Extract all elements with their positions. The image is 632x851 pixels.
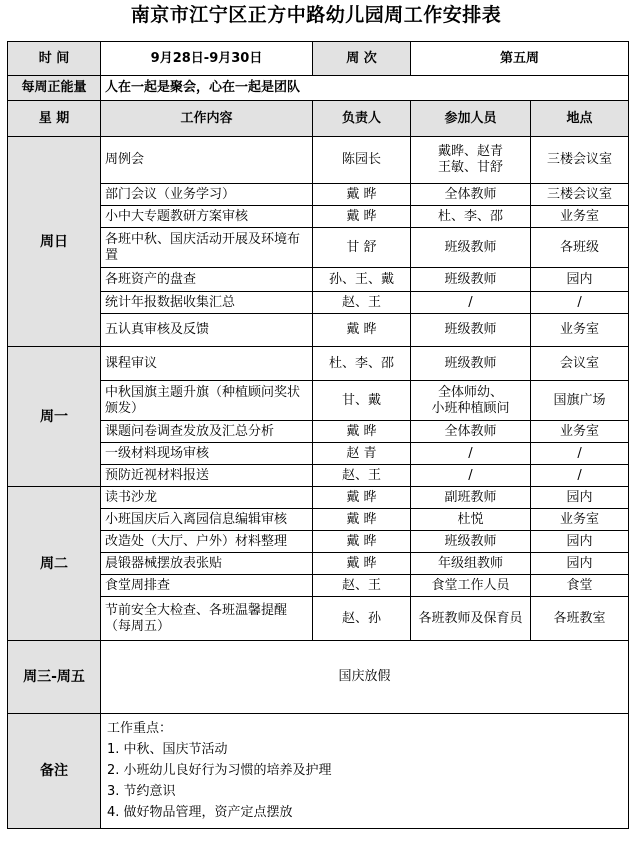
schedule-table bbox=[7, 41, 629, 829]
task-owner-text: 戴 晔 bbox=[346, 533, 377, 549]
task-participants bbox=[411, 137, 531, 184]
task-owner-text: 孙、王、戴 bbox=[328, 271, 394, 287]
task-owner bbox=[313, 206, 411, 228]
task-owner-text: 戴 晔 bbox=[346, 208, 377, 224]
task-content bbox=[101, 487, 313, 509]
task-participants-text: 班级教师 bbox=[444, 355, 497, 371]
task-location bbox=[531, 421, 629, 443]
task-row bbox=[8, 575, 629, 597]
task-content bbox=[101, 531, 313, 553]
task-owner-text: 赵 青 bbox=[346, 445, 377, 461]
task-participants bbox=[411, 292, 531, 314]
task-owner-text: 戴 晔 bbox=[346, 511, 377, 527]
task-participants bbox=[411, 509, 531, 531]
task-content-text: 部门会议（业务学习） bbox=[105, 186, 236, 202]
task-owner bbox=[313, 268, 411, 292]
task-owner bbox=[313, 575, 411, 597]
task-participants bbox=[411, 553, 531, 575]
task-owner bbox=[313, 347, 411, 381]
notes-heading: 工作重点： bbox=[107, 721, 173, 736]
task-row bbox=[8, 465, 629, 487]
task-content-text: 各班中秋、国庆活动开展及环境布置 bbox=[105, 231, 301, 263]
task-content bbox=[101, 206, 313, 228]
task-content-text: 各班资产的盘查 bbox=[105, 271, 197, 287]
task-content-text: 周例会 bbox=[105, 152, 145, 167]
task-owner bbox=[313, 421, 411, 443]
task-participants-text: 副班教师 bbox=[444, 489, 497, 505]
task-participants bbox=[411, 487, 531, 509]
task-owner bbox=[313, 184, 411, 206]
task-owner-text: 戴 晔 bbox=[346, 322, 377, 337]
task-participants-text: 班级教师 bbox=[444, 322, 497, 337]
task-owner bbox=[313, 531, 411, 553]
task-participants-text: 班级教师 bbox=[444, 239, 497, 255]
task-participants bbox=[411, 531, 531, 553]
task-owner-text: 戴 晔 bbox=[346, 423, 377, 439]
task-location-text: / bbox=[577, 294, 582, 310]
task-location-text: 业务室 bbox=[560, 423, 600, 439]
col-location: 地点 bbox=[531, 101, 629, 137]
task-location-text: 业务室 bbox=[560, 208, 600, 224]
holiday-label: 周三-周五 bbox=[8, 641, 101, 714]
task-location-text: 园内 bbox=[566, 533, 593, 549]
task-owner-text: 赵、孙 bbox=[341, 610, 381, 626]
task-participants-text: 杜悦 bbox=[457, 511, 484, 527]
task-participants-text: 各班教师及保育员 bbox=[418, 610, 523, 626]
task-participants bbox=[411, 381, 531, 421]
task-location-text: 业务室 bbox=[560, 322, 600, 337]
task-location bbox=[531, 509, 629, 531]
task-participants-text: 全体教师 bbox=[444, 423, 497, 439]
task-location bbox=[531, 184, 629, 206]
holiday-text: 国庆放假 bbox=[101, 641, 629, 714]
task-location-text: 园内 bbox=[566, 271, 593, 287]
task-row bbox=[8, 421, 629, 443]
task-row bbox=[8, 487, 629, 509]
notes-item: 2. 小班幼儿良好行为习惯的培养及护理 bbox=[107, 763, 332, 778]
task-participants-text: 班级教师 bbox=[444, 271, 497, 287]
task-row bbox=[8, 347, 629, 381]
task-location bbox=[531, 347, 629, 381]
task-content-text: 读书沙龙 bbox=[105, 489, 158, 505]
task-participants-text: / bbox=[468, 467, 473, 483]
task-owner-text: 杜、李、邵 bbox=[328, 355, 394, 371]
page-title: 南京市江宁区正方中路幼儿园周工作安排表 bbox=[130, 4, 502, 26]
task-content bbox=[101, 509, 313, 531]
task-location-text: / bbox=[577, 445, 582, 461]
task-row bbox=[8, 292, 629, 314]
task-content-text: 食堂周排查 bbox=[105, 577, 171, 593]
task-content-text: 改造处（大厅、户外）材料整理 bbox=[105, 533, 288, 549]
task-participants-text: 杜、李、邵 bbox=[437, 208, 503, 224]
week-value: 第五周 bbox=[411, 42, 629, 76]
task-row bbox=[8, 206, 629, 228]
task-content bbox=[101, 268, 313, 292]
task-participants bbox=[411, 575, 531, 597]
task-content bbox=[101, 184, 313, 206]
notes-item: 4. 做好物品管理，资产定点摆放 bbox=[107, 805, 293, 820]
task-location bbox=[531, 553, 629, 575]
task-participants bbox=[411, 465, 531, 487]
task-location-text: 各班教室 bbox=[553, 610, 606, 626]
task-owner-text: 戴 晔 bbox=[346, 186, 377, 202]
task-owner-text: 赵、王 bbox=[341, 577, 381, 593]
col-owner: 负责人 bbox=[313, 101, 411, 137]
notes-content bbox=[101, 714, 629, 829]
task-owner bbox=[313, 465, 411, 487]
task-location bbox=[531, 465, 629, 487]
task-content-text: 晨锻器械摆放表张贴 bbox=[105, 555, 223, 571]
task-location-text: 三楼会议室 bbox=[547, 186, 613, 202]
task-content-text: 中秋国旗主题升旗（种植顾问奖状颁发） bbox=[105, 384, 301, 416]
task-row bbox=[8, 268, 629, 292]
task-owner bbox=[313, 509, 411, 531]
task-owner bbox=[313, 228, 411, 268]
notes-label: 备注 bbox=[8, 714, 101, 829]
task-location bbox=[531, 292, 629, 314]
task-participants bbox=[411, 443, 531, 465]
task-participants-text: 年级组教师 bbox=[437, 555, 503, 571]
task-content bbox=[101, 347, 313, 381]
task-row bbox=[8, 184, 629, 206]
task-participants bbox=[411, 347, 531, 381]
task-owner bbox=[313, 443, 411, 465]
task-participants bbox=[411, 184, 531, 206]
task-location bbox=[531, 531, 629, 553]
task-participants bbox=[411, 597, 531, 641]
week-label: 周 次 bbox=[313, 42, 411, 76]
task-participants-text: / bbox=[468, 445, 473, 461]
task-location-text: / bbox=[577, 467, 582, 483]
task-location-text: 各班级 bbox=[560, 239, 600, 255]
task-participants-text: 班级教师 bbox=[444, 533, 497, 549]
task-owner-text: 戴 晔 bbox=[346, 489, 377, 505]
task-owner bbox=[313, 597, 411, 641]
task-participants-text: 全体教师 bbox=[444, 186, 497, 202]
task-location-text: 园内 bbox=[566, 489, 593, 505]
day-label: 周日 bbox=[8, 137, 101, 347]
task-location bbox=[531, 487, 629, 509]
task-row bbox=[8, 381, 629, 421]
task-location bbox=[531, 597, 629, 641]
task-content-text: 一级材料现场审核 bbox=[105, 445, 210, 461]
task-owner-text: 戴 晔 bbox=[346, 555, 377, 571]
task-location bbox=[531, 443, 629, 465]
task-owner bbox=[313, 292, 411, 314]
task-content bbox=[101, 597, 313, 641]
task-row bbox=[8, 553, 629, 575]
task-participants bbox=[411, 228, 531, 268]
task-location-text: 国旗广场 bbox=[553, 392, 606, 408]
notes-row bbox=[8, 714, 629, 829]
energy-row bbox=[8, 76, 629, 101]
task-content-text: 统计年报数据收集汇总 bbox=[105, 294, 236, 310]
task-content bbox=[101, 575, 313, 597]
task-row bbox=[8, 509, 629, 531]
task-row bbox=[8, 228, 629, 268]
task-location bbox=[531, 381, 629, 421]
task-owner-text: 甘 舒 bbox=[346, 239, 377, 255]
task-row bbox=[8, 314, 629, 347]
task-participants bbox=[411, 268, 531, 292]
task-location bbox=[531, 268, 629, 292]
holiday-row bbox=[8, 641, 629, 714]
task-participants bbox=[411, 421, 531, 443]
task-participants bbox=[411, 314, 531, 347]
task-row bbox=[8, 443, 629, 465]
task-row bbox=[8, 137, 629, 184]
task-owner bbox=[313, 553, 411, 575]
task-location-text: 会议室 bbox=[560, 355, 600, 371]
task-content bbox=[101, 381, 313, 421]
task-owner bbox=[313, 314, 411, 347]
notes-item: 1. 中秋、国庆节活动 bbox=[107, 742, 228, 757]
task-content-text: 小班国庆后入离园信息编辑审核 bbox=[105, 511, 288, 527]
header-row bbox=[8, 42, 629, 76]
notes-item: 3. 节约意识 bbox=[107, 784, 176, 799]
task-content bbox=[101, 314, 313, 347]
task-content-text: 预防近视材料报送 bbox=[105, 467, 210, 483]
task-content bbox=[101, 443, 313, 465]
day-label: 周二 bbox=[8, 487, 101, 641]
task-owner bbox=[313, 381, 411, 421]
task-content-text: 节前安全大检查、各班温馨提醒（每周五） bbox=[105, 602, 288, 634]
task-location bbox=[531, 137, 629, 184]
energy-label: 每周正能量 bbox=[8, 76, 101, 101]
column-header-row bbox=[8, 101, 629, 137]
task-owner-text: 甘、戴 bbox=[341, 392, 381, 408]
task-location-text: 业务室 bbox=[560, 511, 600, 527]
task-location bbox=[531, 314, 629, 347]
task-location bbox=[531, 206, 629, 228]
task-participants-text: 戴晔、赵青 王敏、甘舒 bbox=[437, 144, 503, 175]
task-location bbox=[531, 228, 629, 268]
task-row bbox=[8, 597, 629, 641]
time-value: 9月28日-9月30日 bbox=[101, 42, 313, 76]
task-content bbox=[101, 421, 313, 443]
task-owner-text: 陈园长 bbox=[341, 152, 381, 167]
task-content bbox=[101, 553, 313, 575]
col-participants: 参加人员 bbox=[411, 101, 531, 137]
energy-text: 人在一起是聚会，心在一起是团队 bbox=[101, 76, 629, 101]
task-content-text: 五认真审核及反馈 bbox=[105, 322, 210, 337]
day-label: 周一 bbox=[8, 347, 101, 487]
task-content bbox=[101, 137, 313, 184]
task-owner-text: 赵、王 bbox=[341, 467, 381, 483]
task-content-text: 课题问卷调查发放及汇总分析 bbox=[105, 423, 275, 439]
task-participants-text: 全体师幼、 小班种植顾问 bbox=[431, 384, 510, 416]
task-participants-text: / bbox=[468, 294, 473, 310]
task-location bbox=[531, 575, 629, 597]
task-content-text: 课程审议 bbox=[105, 355, 158, 371]
col-day: 星 期 bbox=[8, 101, 101, 137]
task-content bbox=[101, 228, 313, 268]
task-location-text: 园内 bbox=[566, 555, 593, 571]
task-location-text: 食堂 bbox=[566, 577, 593, 593]
task-participants-text: 食堂工作人员 bbox=[431, 577, 510, 593]
task-owner bbox=[313, 137, 411, 184]
task-owner bbox=[313, 487, 411, 509]
task-location-text: 三楼会议室 bbox=[547, 152, 613, 167]
time-label: 时 间 bbox=[8, 42, 101, 76]
task-content-text: 小中大专题教研方案审核 bbox=[105, 208, 249, 224]
col-content: 工作内容 bbox=[101, 101, 313, 137]
task-content bbox=[101, 465, 313, 487]
task-participants bbox=[411, 206, 531, 228]
task-owner-text: 赵、王 bbox=[341, 294, 381, 310]
task-row bbox=[8, 531, 629, 553]
task-content bbox=[101, 292, 313, 314]
